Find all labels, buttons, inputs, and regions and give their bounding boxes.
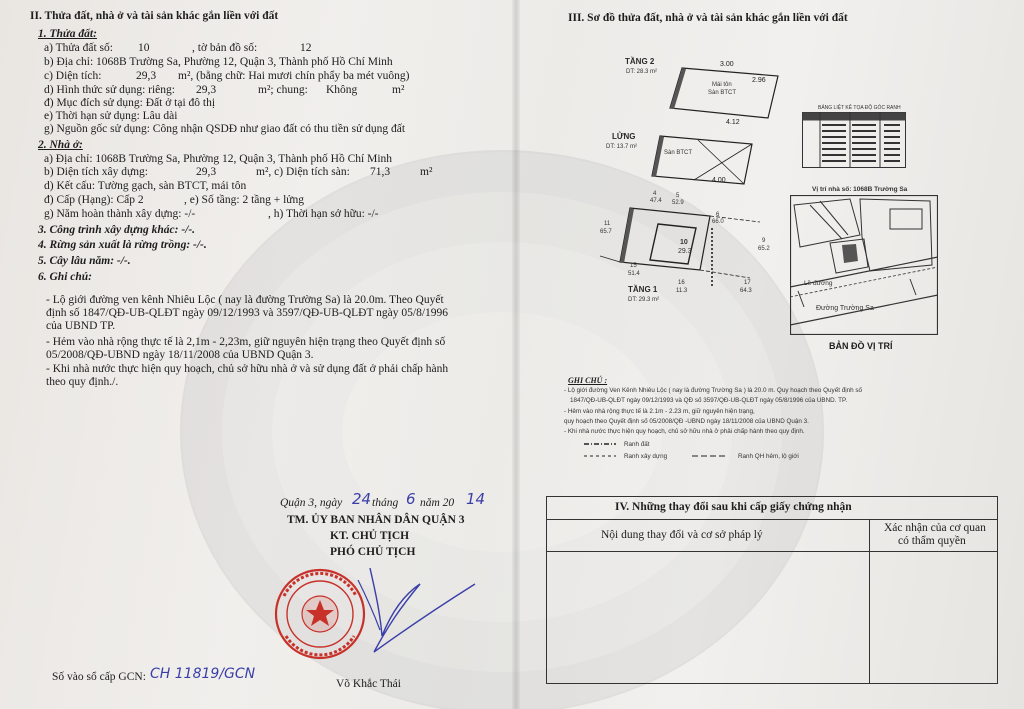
location-edge-label: Lề đường	[804, 280, 833, 287]
changes-table-divider	[869, 519, 870, 683]
house-structure: d) Kết cấu: Tường gạch, sàn BTCT, mái tôn	[44, 180, 247, 192]
handwritten-signature	[358, 568, 475, 652]
col-confirm-line2: có thẩm quyền	[898, 535, 966, 547]
changes-table-title-row	[547, 497, 997, 520]
sign-date-year-label: năm 20	[420, 497, 455, 509]
house-address: a) Địa chỉ: 1068B Trường Sa, Phường 12, Quận 3, Thành phố Hồ Chí Minh	[44, 153, 393, 165]
item-3-other-works: 3. Công trình xây dựng khác: -/-.	[38, 224, 196, 236]
land-term: e) Thời hạn sử dụng: Lâu dài	[44, 110, 178, 122]
coordinate-table	[802, 112, 906, 168]
left-note-line: - Khi nhà nước thực hiện quy hoạch, chủ sở hữu nhà ở và sử dụng đất ở phải chấp hành	[46, 363, 449, 375]
right-note-line: - Khi nhà nước thực hiện quy hoạch, chủ sở hữu nhà ở phải chấp hành theo quy định.	[564, 428, 805, 435]
neighbor-number: 16	[678, 280, 685, 286]
land-area-words: m², (bằng chữ: Hai mươi chín phẩy ba mét vuông)	[178, 70, 410, 82]
neighbor-area: 65.7	[600, 229, 612, 235]
gcn-label: Số vào sổ cấp GCN:	[52, 671, 146, 683]
section-2-title: II. Thửa đất, nhà ở và tài sản khác gắn liền với đất	[30, 10, 279, 22]
mezz-label: LỬNG	[612, 132, 636, 141]
location-caption: BẢN ĐỒ VỊ TRÍ	[829, 341, 893, 351]
left-note-line: định số 1847/QĐ-UB-QLĐT ngày 09/12/1993 và 3597/QĐ-UB-QLĐT ngày 05/8/1996	[46, 307, 449, 319]
house-built-area-value: 29,3	[196, 166, 217, 178]
floor2-label: TẦNG 2	[625, 57, 655, 66]
section-4-title: IV. Những thay đổi sau khi cấp giấy chứng nhận	[615, 501, 852, 513]
gcn-value: CH 11819/GCN	[150, 666, 256, 682]
left-note-line: của UBND TP.	[46, 320, 116, 332]
item-4-forest: 4. Rừng sản xuất là rừng trồng: -/-.	[38, 239, 207, 251]
left-note-line: - Hẻm vào nhà rộng thực tế là 2,1m - 2,23m, giữ nguyên hiện trạng theo Quyết định số	[46, 336, 446, 348]
item-6-notes-heading: 6. Ghi chú:	[38, 271, 92, 283]
land-usage-unit2: m²	[392, 84, 405, 96]
item-5-perennial: 5. Cây lâu năm: -/-.	[38, 255, 131, 267]
mezz-floor: Sàn BTCT	[664, 150, 693, 156]
dimension-label: 3.00	[720, 61, 734, 68]
floor1-cadastral-sketch	[600, 188, 780, 294]
land-area-label: c) Diện tích:	[44, 70, 102, 82]
right-note-line: - Lộ giới đường Ven Kênh Nhiêu Lộc ( nay là đường Trường Sa ) là 20.0 m. Quy hoạch theo Quyết định số	[564, 387, 862, 394]
land-area-value: 29,3	[136, 70, 157, 82]
left-note-line: - Lộ giới đường ven kênh Nhiêu Lộc ( nay là đường Trường Sa) là 20.0m. Theo Quyết	[46, 294, 444, 306]
house-floor-area-unit: m²	[420, 166, 433, 178]
neighbor-area: 51.4	[628, 271, 640, 277]
location-road-label: Đường Trường Sa	[816, 305, 874, 312]
page-fold	[512, 0, 520, 709]
sign-date-month-label: tháng	[372, 497, 399, 509]
land-map-value: 12	[300, 42, 312, 54]
land-origin: g) Nguồn gốc sử dụng: Công nhận QSDĐ như giao đất có thu tiền sử dụng đất	[44, 123, 406, 135]
sign-kt: KT. CHỦ TỊCH	[330, 530, 410, 542]
neighbor-area: 11.3	[676, 288, 688, 294]
land-usage-private: 29,3	[196, 84, 217, 96]
land-address: b) Địa chỉ: 1068B Trường Sa, Phường 12, Quận 3, Thành phố Hồ Chí Minh	[44, 56, 393, 68]
land-usage-form-label: d) Hình thức sử dụng: riêng:	[44, 84, 175, 96]
location-title: Vị trí nhà số: 1068B Trường Sa	[812, 186, 908, 193]
neighbor-number: 11	[604, 221, 611, 227]
land-heading: 1. Thửa đất:	[38, 28, 97, 40]
house-floor-area-value: 71,3	[370, 166, 391, 178]
house-built-area-label: b) Diện tích xây dựng:	[44, 166, 148, 178]
floor1-area: DT: 29.3 m²	[628, 297, 660, 303]
dimension-label: 4.00	[712, 177, 726, 184]
changes-table-header-content	[547, 519, 869, 552]
house-storeys: , e) Số tầng: 2 tầng + lửng	[184, 194, 305, 206]
official-stamp-and-signature	[270, 556, 480, 676]
house-grade: đ) Cấp (Hạng): Cấp 2	[44, 194, 144, 206]
neighbor-number: 5	[676, 193, 680, 199]
parcel-number: 10	[680, 239, 688, 246]
neighbor-number: 4	[653, 191, 657, 197]
right-note-line: - Hẻm vào nhà rộng thực tế là 2.1m - 2.23 m, giữ nguyên hiện trạng,	[564, 408, 755, 415]
floor2-area: DT: 28.3 m²	[626, 69, 658, 75]
official-stamp	[276, 570, 364, 658]
right-note-line: 1847/QĐ-UB-QLĐT ngày 09/12/1993 và QĐ số 3597/QĐ-UB-QLĐT ngày 05/8/1996 của UBND. TP.	[570, 397, 848, 404]
land-usage-unit: m²; chung:	[258, 84, 308, 96]
neighbor-number: 9	[762, 238, 766, 244]
dimension-label: 4.12	[726, 119, 740, 126]
house-floor-area-label: m², c) Diện tích sàn:	[256, 166, 350, 178]
col-change-content: Nội dung thay đổi và cơ sở pháp lý	[601, 529, 763, 541]
legend-lines	[580, 438, 820, 464]
neighbor-number: 17	[744, 280, 751, 286]
land-purpose: đ) Mục đích sử dụng: Đất ở tại đô thị	[44, 97, 216, 109]
right-note-line: quy hoạch theo Quyết định số 05/2008/QĐ -UBND ngày 18/11/2008 của UBND Quận 3.	[564, 418, 809, 425]
legend-land-boundary: Ranh đất	[624, 441, 650, 448]
neighbor-number: 6	[716, 212, 720, 218]
right-notes-title: GHI CHÚ :	[568, 376, 608, 385]
floor2-roof: Mái tôn	[712, 82, 732, 88]
neighbor-number: 15	[630, 263, 637, 269]
coord-table-title: BẢNG LIỆT KÊ TỌA ĐỘ GÓC RANH	[818, 105, 901, 111]
land-map-label: , tờ bản đồ số:	[192, 42, 258, 54]
sign-date-year: 14	[466, 490, 486, 508]
floor2-floor: Sàn BTCT	[708, 90, 737, 96]
section-3-title: III. Sơ đồ thửa đất, nhà ở và tài sản khác gắn liền với đất	[568, 12, 848, 24]
sign-date-prefix: Quận 3, ngày	[280, 497, 343, 509]
col-confirm-line1: Xác nhận của cơ quan	[884, 522, 986, 534]
signer-name: Võ Khắc Thái	[336, 678, 401, 690]
land-usage-common: Không	[326, 84, 358, 96]
changes-table	[546, 496, 998, 684]
left-note-line: theo quy định./.	[46, 376, 119, 388]
sign-role: PHÓ CHỦ TỊCH	[330, 546, 416, 558]
parcel-area: 29.3	[678, 248, 692, 255]
neighbor-area: 65.2	[758, 246, 770, 252]
neighbor-area: 47.4	[650, 198, 662, 204]
mezz-area: DT: 13.7 m²	[606, 144, 638, 150]
mezzanine-plan	[644, 126, 764, 192]
land-parcel-value: 10	[138, 42, 150, 54]
neighbor-area: 64.3	[740, 288, 752, 294]
left-note-line: 05/2008/QĐ-UBND ngày 18/11/2008 của UBND Quận 3.	[46, 349, 314, 361]
neighbor-area: 66.0	[712, 219, 724, 225]
sign-org: TM. ỦY BAN NHÂN DÂN QUẬN 3	[287, 514, 465, 526]
sign-date-month: 6	[406, 490, 416, 508]
legend-build-boundary: Ranh xây dựng	[624, 453, 668, 460]
changes-table-header-confirm	[870, 519, 997, 552]
house-completed-year: g) Năm hoàn thành xây dựng: -/-	[44, 208, 196, 220]
sign-date-day: 24	[352, 490, 372, 508]
house-ownership-term: , h) Thời hạn sở hữu: -/-	[268, 208, 379, 220]
house-heading: 2. Nhà ở:	[38, 139, 83, 151]
location-map	[790, 195, 938, 335]
floor1-label: TẦNG 1	[628, 285, 658, 294]
land-parcel-label: a) Thửa đất số:	[44, 42, 113, 54]
legend-plan-boundary: Ranh QH hẻm, lộ giới	[738, 453, 799, 460]
dimension-label: 2.96	[752, 77, 766, 84]
neighbor-area: 52.9	[672, 200, 684, 206]
